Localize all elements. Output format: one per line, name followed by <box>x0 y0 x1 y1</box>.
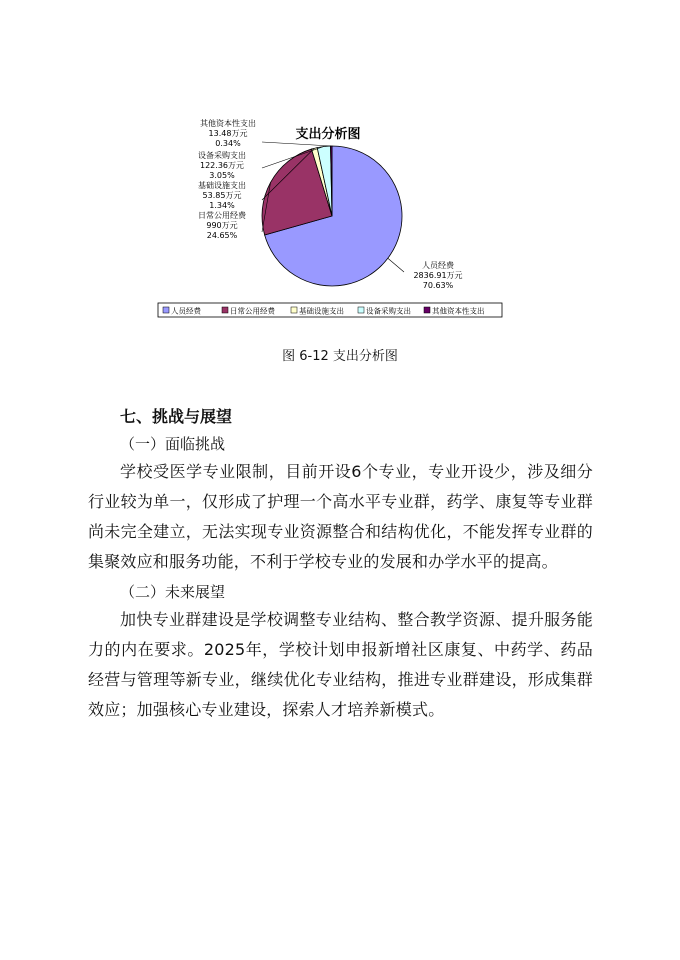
slice-label-percent-0: 70.63% <box>422 281 454 290</box>
slice-label-amount-0: 2836.91万元 <box>413 271 463 280</box>
chart-legend <box>158 303 502 317</box>
legend-label-0: 人员经费 <box>171 306 201 316</box>
chart-title: 支出分析图 <box>295 127 361 142</box>
leader-line-0 <box>388 258 404 272</box>
slice-label-amount-3: 122.36万元 <box>200 161 244 170</box>
legend-swatch-1 <box>222 307 228 313</box>
slice-label-percent-4: 0.34% <box>215 139 241 148</box>
slice-label-percent-3: 3.05% <box>209 171 235 180</box>
legend-label-1: 日常公用经费 <box>230 306 275 316</box>
slice-label-amount-1: 990万元 <box>206 221 238 230</box>
slice-label-percent-2: 1.34% <box>209 201 235 210</box>
slice-label-amount-4: 13.48万元 <box>208 129 248 138</box>
expenditure-pie-chart <box>0 0 680 330</box>
paragraph-challenges: 学校受医学专业限制，目前开设6个专业，专业开设少，涉及细分行业较为单一，仅形成了护理一个高水平专业群，药学、康复等专业群尚未完全建立，无法实现专业资源整合和结构优化，不能发挥专业群的集聚效应和服务功能，不利于学校专业的发展和办学水平的提高。 <box>88 462 593 571</box>
slice-label-name-1: 日常公用经费 <box>198 211 246 220</box>
slice-label-percent-1: 24.65% <box>206 231 238 240</box>
slice-label-name-4: 其他资本性支出 <box>200 119 256 128</box>
legend-swatch-2 <box>291 307 297 313</box>
slice-label-name-3: 设备采购支出 <box>198 151 246 160</box>
legend-swatch-4 <box>424 307 430 313</box>
legend-label-4: 其他资本性支出 <box>432 306 485 316</box>
slice-label-amount-2: 53.85万元 <box>202 191 242 200</box>
slice-label-name-2: 基础设施支出 <box>198 181 246 190</box>
leader-line-4 <box>262 142 331 146</box>
section-heading: 七、挑战与展望 <box>120 407 233 426</box>
paragraph-outlook: 加快专业群建设是学校调整专业结构、整合教学资源、提升服务能力的内在要求。2025年，学校计划申报新增社区康复、中药学、药品经营与管理等新专业，继续优化专业结构，推进专业群建设，形成集群效应；加强核心专业建设，探索人才培养新模式。 <box>88 610 593 719</box>
legend-label-3: 设备采购支出 <box>366 306 411 316</box>
sub-heading-challenges: （一）面临挑战 <box>120 435 226 453</box>
legend-swatch-0 <box>163 307 169 313</box>
figure-caption: 图 6-12 支出分析图 <box>282 349 398 364</box>
legend-swatch-3 <box>358 307 364 313</box>
legend-label-2: 基础设施支出 <box>299 306 344 316</box>
slice-label-name-0: 人员经费 <box>422 261 454 270</box>
sub-heading-outlook: （二）未来展望 <box>120 583 226 601</box>
